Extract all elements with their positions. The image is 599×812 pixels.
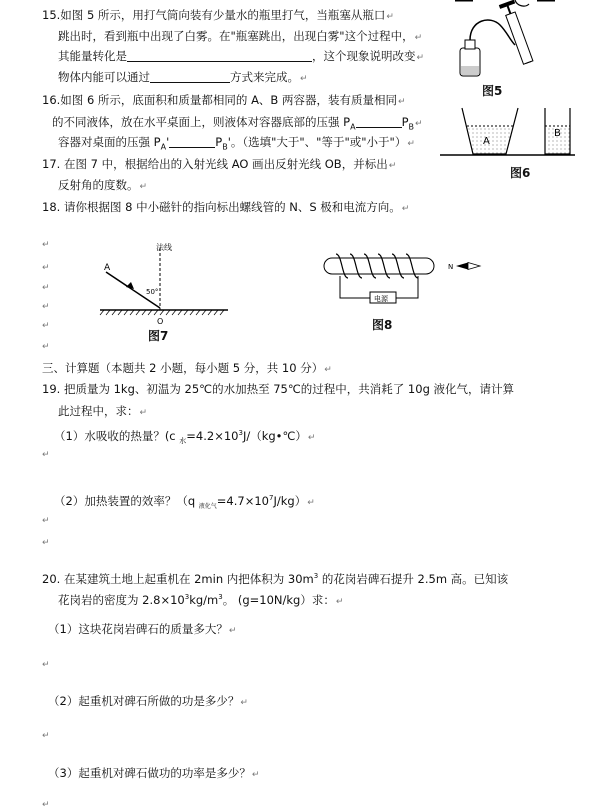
figure-7-angle: 50° — [146, 288, 159, 296]
figure-8-n-label: N — [448, 263, 454, 271]
q20-sub-1: （1）这块花岗岩碑石的质量多大？↵ — [48, 622, 237, 636]
q17-line-2: 反射角的度数。↵ — [58, 178, 148, 192]
figure-6-drawing — [440, 104, 575, 162]
figure-6-label-b: B — [554, 128, 561, 139]
figure-5-drawing — [455, 0, 555, 82]
paragraph-mark: ↵ — [42, 800, 50, 810]
figure-7 — [98, 238, 238, 346]
figure-8-drawing — [320, 250, 490, 310]
q19-line-2: 此过程中，求：↵ — [58, 404, 148, 418]
figure-6 — [440, 104, 575, 184]
section-heading: 三、计算题（本题共 2 小题，每小题 5 分，共 10 分）↵ — [42, 361, 332, 375]
figure-5-caption: 图5 — [482, 84, 503, 98]
paragraph-mark: ↵ — [42, 660, 50, 670]
answer-blank[interactable] — [127, 49, 312, 62]
figure-7-caption: 图7 — [148, 329, 169, 343]
paragraph-mark: ↵ — [42, 240, 50, 250]
figure-8 — [320, 250, 490, 340]
figure-7-label-a: A — [104, 263, 111, 273]
figure-8-caption: 图8 — [372, 318, 393, 332]
figure-6-label-a: A — [483, 136, 490, 147]
answer-blank[interactable] — [169, 135, 215, 148]
q20-sub-3: （3）起重机对碑石做功的功率是多少？↵ — [48, 766, 260, 780]
figure-5 — [455, 0, 555, 98]
paragraph-mark: ↵ — [42, 283, 50, 293]
q16-line-2: 的不同液体，放在水平桌面上，则液体对容器底部的压强 $P_A$ $P_B↵$ — [52, 115, 423, 132]
figure-8-power-label: 电源 — [374, 295, 388, 303]
q18-line-1: 18. 请你根据图 8 中小磁针的指向标出螺线管的 N、S 极和电流方向。↵ — [42, 200, 410, 214]
paragraph-mark: ↵ — [42, 321, 50, 331]
q19-line-1: 19. 把质量为 1kg、初温为 25℃的水加热至 75℃的过程中，共消耗了 10g 液化气，请计算 — [42, 382, 515, 396]
q17-line-1: 17. 在图 7 中，根据给出的入射光线 AO 画出反射光线 OB，并标出↵ — [42, 157, 397, 171]
q20-sub-2: （2）起重机对碑石所做的功是多少？↵ — [48, 694, 248, 708]
answer-blank[interactable] — [150, 70, 230, 83]
paragraph-mark: ↵ — [42, 538, 50, 548]
q15-line-2: 跳出时，看到瓶中出现了白雾。在"瓶塞跳出，出现白雾"这个过程中，↵ — [58, 29, 423, 43]
q19-sub-2: （2）加热装置的效率？（q $_{液化气}=4.7\times 10^7J/kg)↵$ — [54, 493, 315, 511]
paragraph-mark: ↵ — [42, 731, 50, 741]
paragraph-mark: ↵ — [42, 450, 50, 460]
q20-line-2: 花岗岩的密度为 $2.8\times 10^3kg/m^3$。 (g=10N/kg）求：↵ — [58, 592, 344, 607]
compass-needle-south — [468, 263, 480, 270]
figure-7-drawing — [98, 238, 238, 326]
q19-sub-1: （1）水吸收的热量？(c $_水=4.2\times 10^3J/(kg•℃)↵$ — [54, 428, 316, 446]
paragraph-mark: ↵ — [42, 342, 50, 352]
figure-6-caption: 图6 — [510, 166, 531, 180]
q15-line-4: 物体内能可以通过 方式来完成。↵ — [58, 70, 308, 84]
paragraph-mark: ↵ — [42, 302, 50, 312]
figure-7-normal-label: 法线 — [156, 243, 172, 252]
paragraph-mark: ↵ — [42, 516, 50, 526]
q20-line-1: 20. 在某建筑土地上起重机在 2min 内把体积为 $30m^3$ 的花岗岩碑石提升 2.5m 高。已知该 — [42, 571, 509, 586]
paragraph-mark: ↵ — [386, 12, 394, 22]
q15-line-1: 15.如图 5 所示，用打气筒向装有少量水的瓶里打气，当瓶塞从瓶口↵ — [42, 8, 394, 22]
q16-line-3: 容器对桌面的压强 $P_A'$ $P_B'$。（选填"大于"、"等于"或"小于"）↵ — [58, 135, 415, 152]
answer-blank[interactable] — [356, 115, 402, 128]
q16-line-1: 16.如图 6 所示，底面积和质量都相同的 A、B 两容器，装有质量相同↵ — [42, 93, 406, 107]
compass-needle-north — [456, 263, 468, 270]
paragraph-mark: ↵ — [42, 263, 50, 273]
figure-7-label-o: O — [157, 317, 164, 326]
q15-line-3: 其能量转化是 ，这个现象说明改变↵ — [58, 49, 425, 63]
